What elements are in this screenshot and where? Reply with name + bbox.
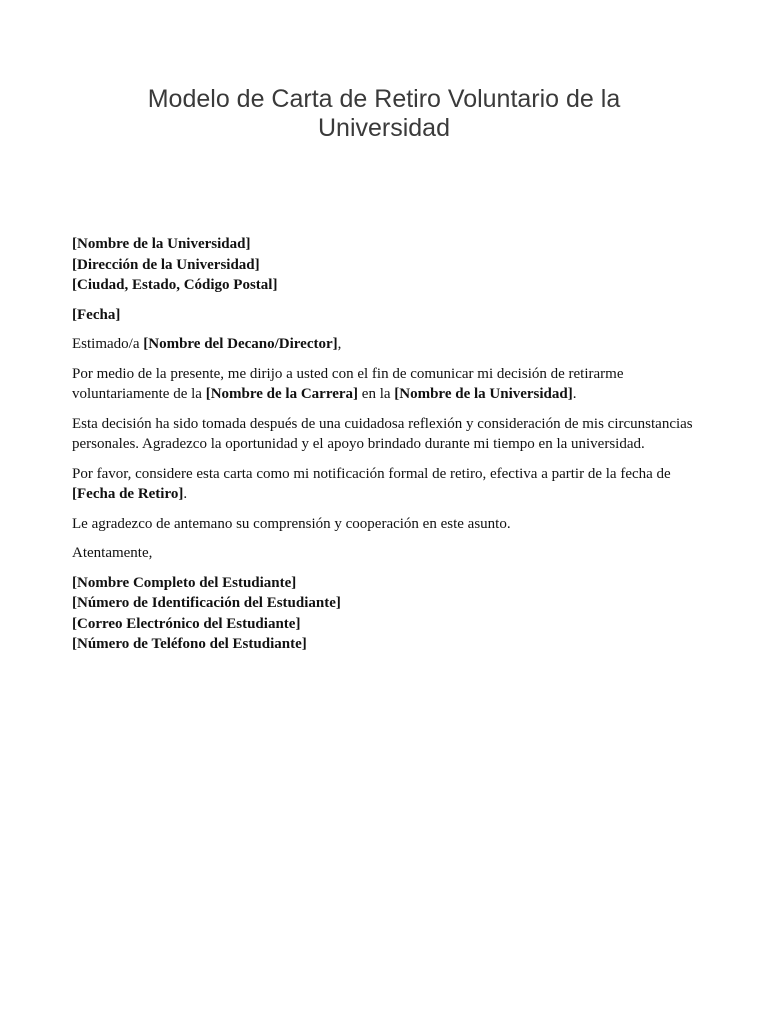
withdrawal-date-placeholder: [Fecha de Retiro] — [72, 486, 184, 502]
paragraph-reflection: Esta decisión ha sido tomada después de una cuidadosa reflexión y consideración de mis circunstancias personales. Agradezco la oportunidad y el apoyo brindado durante mi tiempo en la universidad. — [72, 415, 693, 452]
paragraph1-text-a: Por medio de la presente, me dirijo a usted con el fin de comunicar mi decisión de retirarme voluntariamente de la — [72, 365, 624, 402]
greeting-prefix: Estimado/a — [72, 336, 144, 352]
university-address-placeholder: [Dirección de la Universidad] — [72, 256, 260, 273]
student-phone-placeholder: [Número de Teléfono del Estudiante] — [72, 636, 307, 652]
title-line-2: Universidad — [317, 114, 450, 142]
date-line — [72, 305, 702, 326]
recipient-placeholder: [Nombre del Decano/Director] — [143, 336, 338, 352]
city-state-zip-placeholder: [Ciudad, Estado, Código Postal] — [72, 277, 278, 293]
student-email-placeholder: [Correo Electrónico del Estudiante] — [72, 615, 301, 632]
closing: Atentamente, — [72, 545, 153, 561]
career-placeholder: [Nombre de la Carrera] — [205, 386, 359, 402]
date-placeholder: [Fecha] — [72, 306, 121, 323]
greeting — [72, 334, 702, 355]
letter-body — [72, 234, 702, 664]
university-header — [72, 234, 702, 296]
document-title — [100, 85, 668, 143]
paragraph-thanks: Le agradezco de antemano su comprensión y cooperación en este asunto. — [72, 515, 511, 532]
paragraph1-text-b: en la — [358, 386, 395, 402]
greeting-suffix: , — [337, 336, 342, 352]
university-name-placeholder: [Nombre de la Universidad] — [72, 236, 251, 252]
paragraph1-text-c: . — [572, 386, 577, 402]
university-placeholder: [Nombre de la Universidad] — [394, 386, 573, 402]
signature-block — [72, 573, 702, 655]
paragraph3-text-a: Por favor, considere esta carta como mi notificación formal de retiro, efectiva a partir de la fecha de — [72, 465, 671, 482]
student-id-placeholder: [Número de Identificación del Estudiante] — [72, 595, 341, 611]
title-line-1: Modelo de Carta de Retiro Voluntario de la — [147, 85, 621, 113]
paragraph3-text-b: . — [183, 486, 188, 502]
paragraph-withdrawal-intent — [72, 364, 702, 405]
student-name-placeholder: [Nombre Completo del Estudiante] — [72, 574, 297, 591]
paragraph-formal-notice — [72, 464, 702, 505]
